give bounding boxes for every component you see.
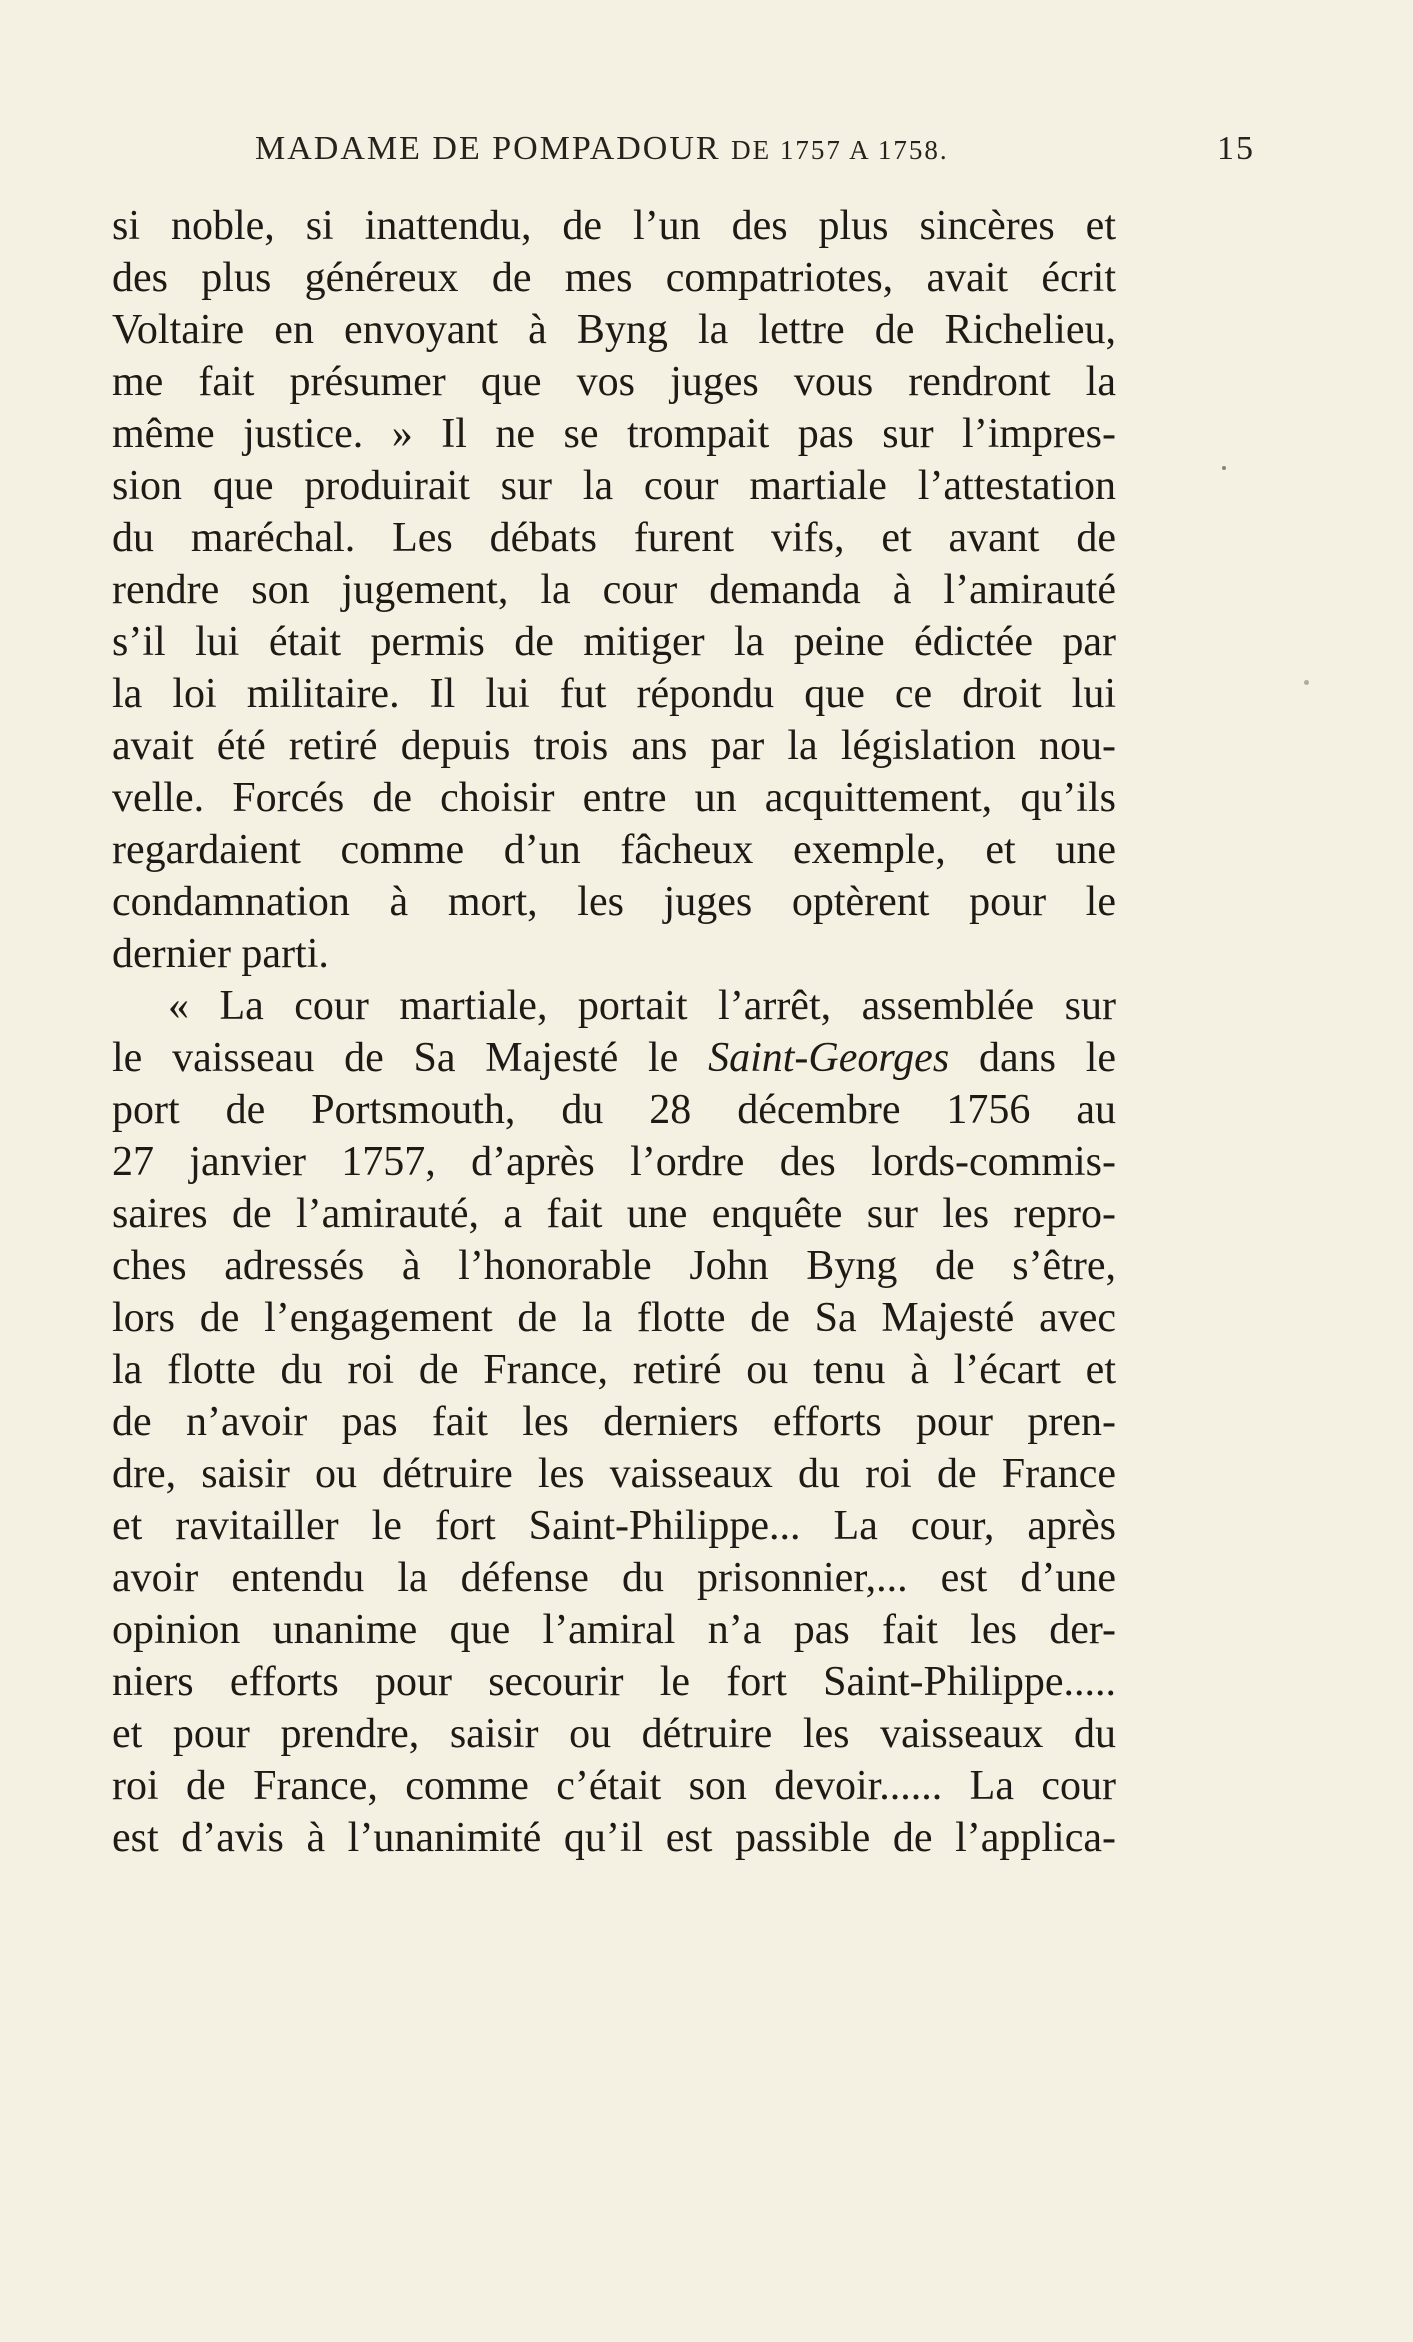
page-number: 15 [1217, 130, 1255, 167]
text-line: même justice. » Il ne se trompait pas sur l’impres- [112, 411, 1116, 457]
text-line: roi de France, comme c’était son devoir...... La cour [112, 1763, 1116, 1809]
text-line: s’il lui était permis de mitiger la peine édictée par [112, 619, 1116, 665]
text-line: regardaient comme d’un fâcheux exemple, et une [112, 827, 1116, 873]
text-line: si noble, si inattendu, de l’un des plus sincères et [112, 203, 1116, 249]
text-line-with-ship-name [112, 1032, 1116, 1084]
paper-speck [1304, 680, 1309, 685]
text-line: me fait présumer que vos juges vous rendront la [112, 359, 1116, 405]
running-title [255, 130, 949, 168]
text-line: opinion unanime que l’amiral n’a pas fait les der- [112, 1607, 1116, 1653]
text-line: ches adressés à l’honorable John Byng de s’être, [112, 1243, 1116, 1289]
body-text [112, 200, 1116, 1864]
text-line: saires de l’amirauté, a fait une enquête sur les repro- [112, 1191, 1116, 1237]
text-line: niers efforts pour secourir le fort Saint-Philippe..... [112, 1659, 1116, 1705]
text-line: est d’avis à l’unanimité qu’il est passible de l’applica- [112, 1815, 1116, 1861]
text-line: 27 janvier 1757, d’après l’ordre des lords-commis- [112, 1139, 1116, 1185]
text-line: dre, saisir ou détruire les vaisseaux du roi de France [112, 1451, 1116, 1497]
text-line: rendre son jugement, la cour demanda à l’amirauté [112, 567, 1116, 613]
text-line: port de Portsmouth, du 28 décembre 1756 au [112, 1087, 1116, 1133]
paragraph-1 [112, 200, 1116, 980]
text-line: la loi militaire. Il lui fut répondu que ce droit lui [112, 671, 1116, 717]
paper-speck [1222, 466, 1226, 470]
text-line: Voltaire en envoyant à Byng la lettre de Richelieu, [112, 307, 1116, 353]
text-line: des plus généreux de mes compatriotes, avait écrit [112, 255, 1116, 301]
text-line: lors de l’engagement de la flotte de Sa Majesté avec [112, 1295, 1116, 1341]
text-fragment: dans le [978, 1035, 1116, 1081]
text-fragment: le vaisseau de Sa Majesté le [112, 1035, 679, 1081]
running-title-main: MADAME DE POMPADOUR [255, 130, 721, 167]
text-line: et ravitailler le fort Saint-Philippe... La cour, après [112, 1503, 1116, 1549]
text-line: avait été retiré depuis trois ans par la législation nou- [112, 723, 1116, 769]
text-line: et pour prendre, saisir ou détruire les vaisseaux du [112, 1711, 1116, 1757]
text-line: dernier parti. [112, 931, 329, 977]
running-title-small: DE 1757 A 1758. [731, 135, 949, 165]
text-line: sion que produirait sur la cour martiale l’attestation [112, 463, 1116, 509]
paragraph-2 [112, 980, 1116, 1864]
text-line: de n’avoir pas fait les derniers efforts pour pren- [112, 1399, 1116, 1445]
text-line: la flotte du roi de France, retiré ou tenu à l’écart et [112, 1347, 1116, 1393]
text-line: velle. Forcés de choisir entre un acquittement, qu’ils [112, 775, 1116, 821]
page-header [255, 130, 1255, 180]
text-line: « La cour martiale, portait l’arrêt, assemblée sur [168, 983, 1116, 1029]
text-line: condamnation à mort, les juges optèrent pour le [112, 879, 1116, 925]
ship-name: Saint-Georges [708, 1035, 950, 1081]
text-line: du maréchal. Les débats furent vifs, et avant de [112, 515, 1116, 561]
text-line: avoir entendu la défense du prisonnier,... est d’une [112, 1555, 1116, 1601]
